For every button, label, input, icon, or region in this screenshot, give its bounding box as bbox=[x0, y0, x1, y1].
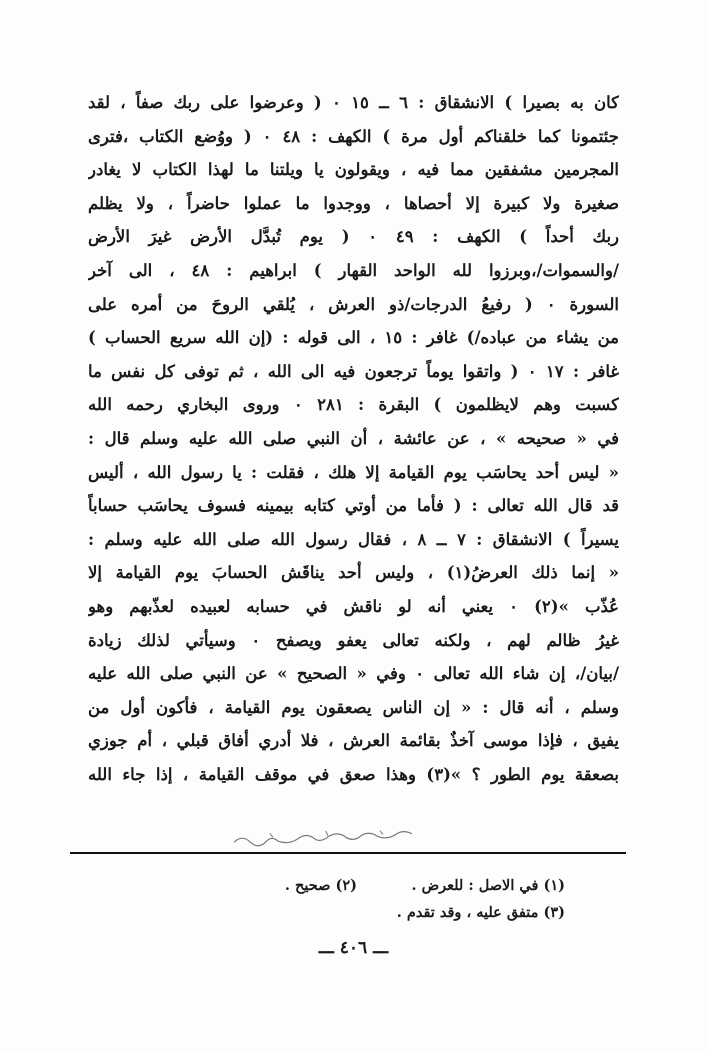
text-line: جئتمونا كما خلقناكم أول مرة ) الكهف : ٤٨ ٠ ( ووُضع الكتاب ،فترى bbox=[88, 126, 619, 146]
text-line: المجرمين مشفقين مما فيه ، ويقولون يا ويلتنا ما لهذا الكتاب لا يغادر bbox=[88, 160, 619, 180]
text-line: كان به بصيرا ) الانشقاق : ٦ ــ ١٥ ٠ ( وعرضوا على ربك صفاً ، لقد bbox=[88, 93, 619, 112]
handwriting-scribble-icon bbox=[230, 824, 421, 853]
footnote-2: (٢) صحيح . bbox=[284, 877, 357, 894]
text-line: « ليس أحد يحاسَب يوم القيامة إلا هلك ، فقلت : يا رسول الله ، أليس bbox=[88, 462, 619, 482]
text-line: صغيرة ولا كبيرة إلا أحصاها ، ووجدوا ما عملوا حاضراً ، ولا يظلم bbox=[88, 193, 619, 213]
text-line: /بيان/، إن شاء الله تعالى ٠ وفي « الصحيح » عن النبي صلى الله عليه bbox=[88, 664, 619, 684]
text-line: السورة ٠ ( رفيعُ الدرجات/ذو العرش ، يُلقي الروحَ من أمره على bbox=[88, 294, 619, 314]
text-line: يسيراً ) الانشقاق : ٧ ــ ٨ ، فقال رسول الله صلى الله عليه وسلم : bbox=[88, 529, 619, 549]
text-line: وسلم ، أنه قال : « إن الناس يصعقون يوم القيامة ، فأكون أول من bbox=[88, 697, 619, 717]
footnote-separator bbox=[70, 852, 626, 854]
text-line: كسبت وهم لايظلمون ) البقرة : ٢٨١ ٠ وروى البخاري رحمه الله bbox=[88, 395, 619, 415]
footnote-row bbox=[145, 899, 565, 926]
main-text bbox=[88, 86, 619, 791]
footnote-3: (٣) متفق عليه ، وقد تقدم . bbox=[396, 904, 565, 921]
text-line: غافر : ١٧ ٠ ( واتقوا يوماً ترجعون فيه الى الله ، ثم توفى كل نفس ما bbox=[88, 361, 619, 381]
footnotes bbox=[145, 872, 565, 926]
footnote-1: (١) في الاصل : للعرض . bbox=[411, 877, 565, 894]
text-line: بصعقة يوم الطور ؟ »(٣) وهذا صعق في موقف القيامة ، إذا جاء الله bbox=[88, 764, 619, 784]
text-line: عُذّب »(٢) ٠ يعني أنه لو ناقش في حسابه لعبيده لعذّبهم وهو bbox=[88, 596, 619, 616]
text-line: غيرُ ظالم لهم ، ولكنه تعالى يعفو ويصفح ٠ وسيأتي لذلك زيادة bbox=[88, 630, 619, 650]
text-line: قد قال الله تعالى : ( فأما من أوتي كتابه بيمينه فسوف يحاسَب حساباً bbox=[88, 496, 619, 516]
text-line: من يشاء من عباده/) غافر : ١٥ ، الى قوله : (إن الله سريع الحساب ) bbox=[88, 328, 619, 348]
text-line: /والسموات/،وبرزوا لله الواحد القهار ) ابراهيم : ٤٨ ، الى آخر bbox=[88, 260, 619, 280]
footnote-row bbox=[145, 872, 565, 899]
handwritten-marginal-note bbox=[230, 824, 421, 853]
text-line: ربك أحداً ) الكهف : ٤٩ ٠ ( يوم تُبدَّل الأرض غيرَ الأرض bbox=[88, 227, 619, 247]
text-line: « إنما ذلك العرضُ(١) ، وليس أحد يناقَش الحسابَ يوم القيامة إلا bbox=[88, 563, 619, 583]
page-number: ـــ ٤٠٦ ـــ bbox=[318, 938, 389, 958]
text-line: يفيق ، فإذا موسى آخذٌ بقائمة العرش ، فلا أدري أفاق قبلي ، أم جوزي bbox=[88, 731, 619, 751]
text-line: في « صحيحه » ، عن عائشة ، أن النبي صلى الله عليه وسلم قال : bbox=[88, 428, 619, 448]
